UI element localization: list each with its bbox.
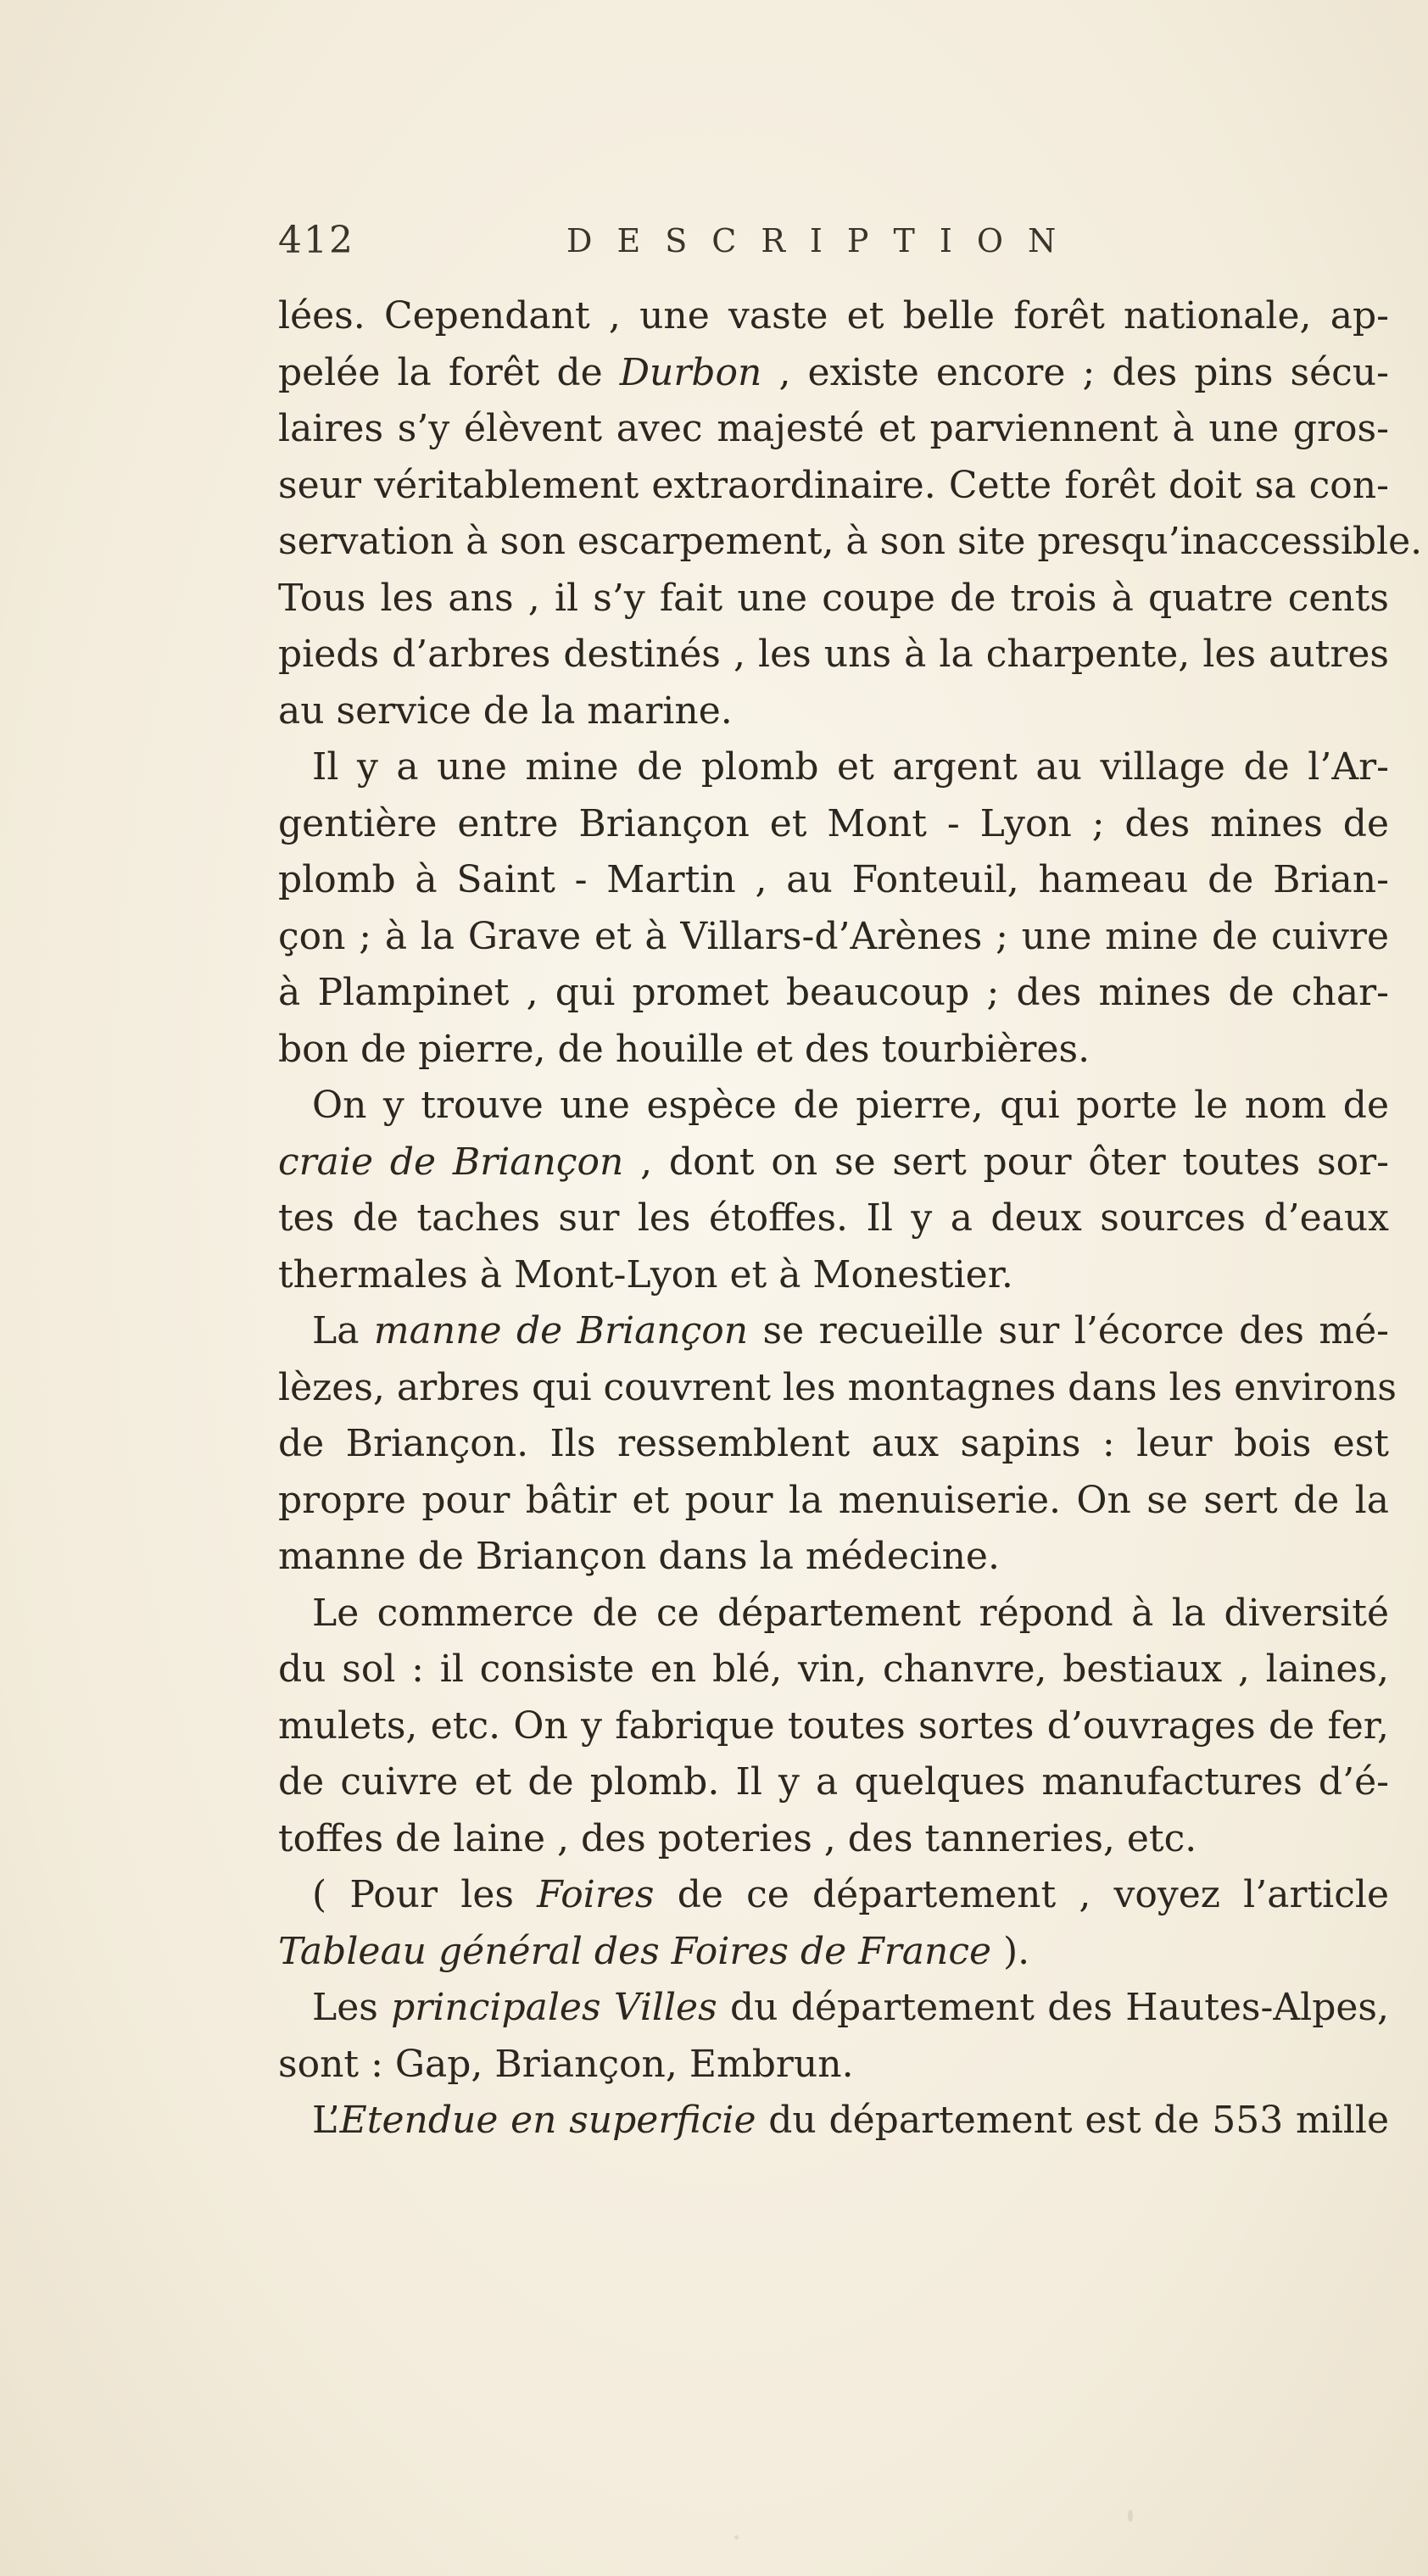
text-line: [278, 1360, 1397, 1417]
italic-run: principales Villes: [391, 1986, 717, 2029]
text-line: [278, 2093, 1389, 2149]
text-run: La: [312, 1309, 374, 1352]
text-run: tes de taches sur les étoffes. Il y a deux sources d’eaux: [278, 1196, 1389, 1240]
page-number: 412: [278, 219, 354, 262]
text-run: de ce département , voyez l’article: [654, 1873, 1389, 1916]
text-line: [278, 458, 1389, 515]
text-run: se recueille sur l’écorce des mé-: [748, 1309, 1390, 1352]
text-line: [278, 683, 1389, 740]
text-run: On y trouve une espèce de pierre, qui porte le nom de: [312, 1084, 1389, 1127]
paper-speck: [1128, 2510, 1133, 2522]
text-run: de Briançon. Ils ressemblent aux sapins : leur bois est: [278, 1422, 1389, 1465]
italic-run: Durbon: [619, 350, 762, 394]
text-line: [278, 965, 1389, 1022]
text-line: [278, 909, 1389, 966]
text-run: du sol : il consiste en blé, vin, chanvre, bestiaux , laines,: [278, 1648, 1389, 1691]
text-line: [278, 852, 1389, 909]
text-run: toffes de laine , des poteries , des tanneries, etc.: [278, 1816, 1197, 1860]
body-text: [278, 288, 1423, 2149]
italic-run: manne de Briançon: [373, 1309, 749, 1352]
text-run: lèzes, arbres qui couvrent les montagnes dans les environs: [278, 1365, 1397, 1409]
text-line: [278, 1473, 1389, 1530]
text-line: [278, 1078, 1389, 1135]
text-line: [278, 1022, 1389, 1079]
text-run: ).: [991, 1929, 1030, 1973]
text-line: [278, 1642, 1389, 1698]
text-run: , existe encore ; des pins sécu-: [761, 350, 1389, 394]
text-run: bon de pierre, de houille et des tourbières.: [278, 1027, 1091, 1071]
text-run: gentière entre Briançon et Mont - Lyon ; des mines de: [278, 801, 1389, 845]
text-run: plomb à Saint - Martin , au Fonteuil, hameau de Brian-: [278, 858, 1389, 901]
text-line: [278, 401, 1389, 458]
text-line: [278, 627, 1389, 683]
text-run: seur véritablement extraordinaire. Cette forêt doit sa con-: [278, 463, 1389, 507]
text-run: du département des Hautes-Alpes,: [717, 1986, 1389, 2029]
text-run: lées. Cependant , une vaste et belle forêt nationale, ap-: [278, 294, 1389, 337]
text-run: çon ; à la Grave et à Villars-d’Arènes ; une mine de cuivre: [278, 914, 1389, 958]
text-run: sont : Gap, Briançon, Embrun.: [278, 2042, 854, 2086]
text-line: [278, 1754, 1389, 1811]
text-run: ( Pour les: [312, 1873, 538, 1916]
text-run: manne de Briançon dans la médecine.: [278, 1535, 1000, 1578]
text-run: à Plampinet , qui promet beaucoup ; des mines de char-: [278, 971, 1389, 1014]
text-run: propre pour bâtir et pour la menuiserie. On se sert de la: [278, 1478, 1389, 1522]
text-line: [278, 796, 1389, 853]
text-run: servation à son escarpement, à son site presqu’inaccessible.: [278, 520, 1423, 563]
text-run: de cuivre et de plomb. Il y a quelques manufactures d’é-: [278, 1760, 1389, 1804]
text-run: L’: [312, 2099, 340, 2142]
text-run: , dont on se sert pour ôter toutes sor-: [623, 1140, 1389, 1184]
text-line: [278, 739, 1389, 796]
text-line: [278, 1416, 1389, 1473]
text-run: Le commerce de ce département répond à la diversité: [312, 1591, 1389, 1635]
text-run: pieds d’arbres destinés , les uns à la charpente, les autres: [278, 633, 1389, 676]
text-run: mulets, etc. On y fabrique toutes sortes d’ouvrages de fer,: [278, 1703, 1389, 1748]
text-line: [278, 1303, 1389, 1360]
text-run: Il y a une mine de plomb et argent au village de l’Ar-: [312, 745, 1389, 789]
text-line: [278, 1698, 1389, 1755]
text-run: pelée la forêt de: [278, 350, 620, 394]
text-run: laires s’y élèvent avec majesté et parviennent à une gros-: [278, 407, 1389, 450]
text-line: [278, 1924, 1389, 1981]
text-line: [278, 1586, 1389, 1642]
text-line: [278, 288, 1389, 345]
text-line: [278, 345, 1389, 402]
text-line: [278, 514, 1423, 571]
italic-run: Foires: [537, 1873, 655, 1916]
paper-speck: [734, 2535, 739, 2540]
text-line: [278, 571, 1389, 627]
text-run: Tous les ans , il s’y fait une coupe de trois à quatre cents: [278, 576, 1389, 620]
text-run: Les: [312, 1986, 392, 2029]
text-line: [278, 1811, 1389, 1868]
text-run: du département est de 553 mille: [756, 2099, 1389, 2142]
italic-run: craie de Briançon: [278, 1140, 624, 1184]
text-run: au service de la marine.: [278, 689, 733, 733]
running-head: DESCRIPTION: [566, 222, 1081, 259]
text-line: [278, 1867, 1389, 1924]
text-line: [278, 1190, 1389, 1247]
text-run: thermales à Mont-Lyon et à Monestier.: [278, 1252, 1013, 1296]
text-line: [278, 1980, 1389, 2037]
text-line: [278, 1135, 1389, 1191]
text-line: [278, 2037, 1389, 2094]
italic-run: Etendue en superficie: [339, 2099, 756, 2142]
page-header: [278, 219, 1160, 270]
text-line: [278, 1529, 1389, 1586]
italic-run: Tableau général des Foires de France: [278, 1929, 992, 1973]
text-line: [278, 1247, 1389, 1304]
